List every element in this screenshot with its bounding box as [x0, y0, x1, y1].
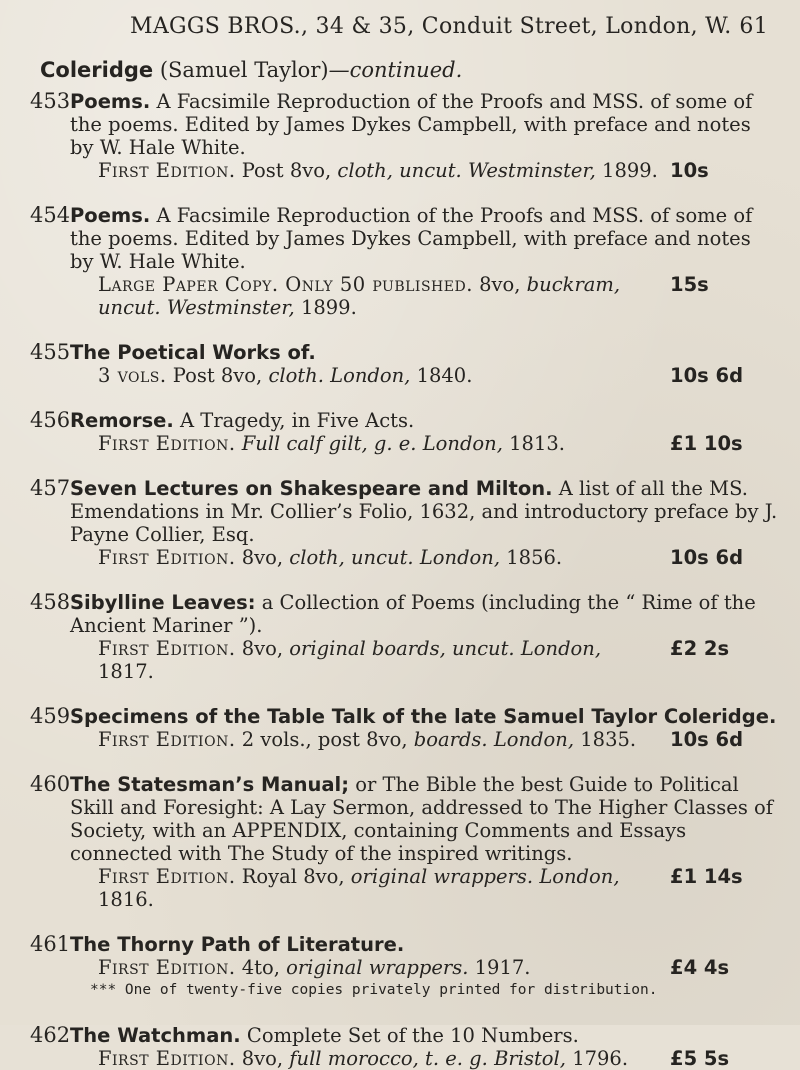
entry-imprint: [98, 159, 670, 182]
entry-price: 10s 6d: [670, 364, 744, 387]
continued-label: —continued.: [328, 58, 463, 82]
entry-imprint: [98, 364, 670, 387]
entry-number: 457: [30, 476, 71, 500]
binding: full morocco, t. e. g.: [289, 1047, 488, 1070]
entry-price: £1 14s: [670, 865, 743, 888]
entry-description: Complete Set of the 10 Numbers.: [246, 1024, 579, 1047]
year: 1899.: [300, 296, 357, 319]
entry-details: [70, 865, 780, 911]
entry-heading: [70, 341, 780, 364]
binding: buckram, uncut.: [98, 273, 621, 319]
entry-number: 458: [30, 590, 71, 614]
entry-price: £4 4s: [670, 956, 730, 979]
catalogue-entry: [12, 773, 780, 911]
place: London,: [520, 637, 602, 660]
catalogue-entry: [12, 705, 780, 751]
catalogue-entry: [12, 409, 780, 455]
catalogue-entry: [12, 933, 780, 1002]
entry-title: The Watchman.: [70, 1024, 241, 1047]
edition-statement: Large Paper Copy. Only 50 published.: [98, 273, 473, 296]
binding: cloth.: [268, 364, 324, 387]
catalogue-entry: [12, 341, 780, 387]
format: Post 8vo,: [172, 364, 263, 387]
edition-statement: 3 vols.: [98, 364, 167, 387]
entry-heading: [70, 477, 780, 546]
catalogue-entry: [12, 204, 780, 319]
place: London,: [330, 364, 411, 387]
entry-description: A Tragedy, in Five Acts.: [180, 409, 415, 432]
entry-heading: [70, 409, 780, 432]
binding: cloth, uncut.: [337, 159, 462, 182]
entry-price: 15s: [670, 273, 709, 296]
author-name-rest: (Samuel Taylor): [159, 58, 329, 82]
entry-imprint: [98, 865, 670, 911]
edition-statement: First Edition.: [98, 1047, 236, 1070]
format: 2 vols., post 8vo,: [241, 728, 408, 751]
entry-description: a Collection of Poems (including the “ Rime of the Ancient Mariner ”).: [70, 591, 756, 637]
entry-heading: [70, 705, 780, 728]
entry-details: [70, 546, 780, 569]
entry-description: or The Bible the best Guide to Political Skill and Foresight: A Lay Sermon, addressed to The Higher Classes of Society, with an APPENDIX, containing Comments and Essays connected with The Study of the inspired writings.: [70, 773, 773, 865]
entry-note: *** One of twenty-five copies privately printed for distribution.: [90, 982, 658, 998]
entry-number: 453: [30, 89, 71, 113]
entry-imprint: [98, 956, 670, 979]
year: 1817.: [98, 660, 154, 683]
entry-title: Sibylline Leaves:: [70, 591, 256, 614]
entry-title: Specimens of the Table Talk of the late Samuel Taylor Coleridge.: [70, 705, 777, 728]
edition-statement: First Edition.: [98, 728, 236, 751]
entry-title: Poems.: [70, 90, 151, 113]
entry-details: [70, 1047, 780, 1070]
year: 1835.: [580, 728, 637, 751]
entry-description: A Facsimile Reproduction of the Proofs and MSS. of some of the poems. Edited by James Dykes Campbell, with preface and notes by W. Hale White.: [70, 90, 753, 159]
edition-statement: First Edition.: [98, 546, 236, 569]
edition-statement: First Edition.: [98, 159, 236, 182]
place: London,: [493, 728, 575, 751]
entry-imprint: [98, 1047, 670, 1070]
format: 8vo,: [241, 637, 284, 660]
entry-details: [70, 956, 780, 979]
binding: cloth, uncut.: [289, 546, 414, 569]
page-header: [12, 14, 780, 48]
place: London,: [539, 865, 620, 888]
format: 8vo,: [241, 546, 284, 569]
binding: original wrappers.: [286, 956, 469, 979]
binding: original wrappers.: [350, 865, 534, 888]
entry-number: 461: [30, 932, 71, 956]
place: Bristol,: [494, 1047, 566, 1070]
format: 8vo,: [479, 273, 521, 296]
entry-imprint: [98, 637, 670, 683]
entry-heading: [70, 204, 780, 273]
entry-details: [70, 159, 780, 182]
entry-number: 459: [30, 704, 71, 728]
format: Royal 8vo,: [241, 865, 345, 888]
entry-details: [70, 432, 780, 455]
year: 1856.: [506, 546, 563, 569]
entry-title: Seven Lectures on Shakespeare and Milton.: [70, 477, 553, 500]
entry-price: 10s 6d: [670, 546, 744, 569]
entry-price: £2 2s: [670, 637, 730, 660]
entry-title: The Thorny Path of Literature.: [70, 933, 405, 956]
entry-description: A Facsimile Reproduction of the Proofs and MSS. of some of the poems. Edited by James Dykes Campbell, with preface and notes by W. Hale White.: [70, 204, 753, 273]
year: 1917.: [474, 956, 531, 979]
year: 1840.: [416, 364, 473, 387]
entry-heading: [70, 591, 780, 637]
entry-title: The Statesman’s Manual;: [70, 773, 350, 796]
catalogue-entry: [12, 477, 780, 569]
catalogue-entry: [12, 591, 780, 683]
entry-imprint: [98, 273, 670, 319]
section-heading: [40, 58, 780, 82]
entry-number: 456: [30, 408, 71, 432]
place: Westminster,: [166, 296, 295, 319]
entry-imprint: [98, 728, 670, 751]
year: 1816.: [98, 888, 154, 911]
entry-title: The Poetical Works of.: [70, 341, 316, 364]
catalogue-entry: [12, 90, 780, 182]
format: Post 8vo,: [241, 159, 332, 182]
year: 1796.: [572, 1047, 629, 1070]
entry-imprint: [98, 432, 670, 455]
entry-imprint: [98, 546, 670, 569]
entry-heading: [70, 773, 780, 865]
entry-price: £1 10s: [670, 432, 743, 455]
entry-details: [70, 728, 780, 751]
entry-heading: [70, 1024, 780, 1047]
place: London,: [422, 432, 503, 455]
year: 1813.: [509, 432, 565, 455]
entry-number: 454: [30, 203, 71, 227]
header-text: MAGGS BROS., 34 & 35, Conduit Street, London, W.: [130, 14, 732, 39]
entry-number: 455: [30, 340, 71, 364]
edition-statement: First Edition.: [98, 637, 236, 660]
entry-heading: [70, 933, 780, 956]
year: 1899.: [602, 159, 658, 182]
entry-price: 10s 6d: [670, 728, 744, 751]
edition-statement: First Edition.: [98, 956, 236, 979]
edition-statement: First Edition.: [98, 432, 236, 455]
format: 4to,: [241, 956, 280, 979]
entry-title: Poems.: [70, 204, 151, 227]
entry-details: [70, 273, 780, 319]
entry-list: [12, 90, 780, 1070]
place: Westminster,: [467, 159, 596, 182]
place: London,: [419, 546, 501, 569]
entry-price: £5 5s: [670, 1047, 730, 1070]
entry-number: 462: [30, 1023, 71, 1047]
entry-details: [70, 637, 780, 683]
page-number: 61: [739, 14, 768, 39]
entry-title: Remorse.: [70, 409, 174, 432]
catalogue-entry: [12, 1024, 780, 1070]
entry-number: 460: [30, 772, 71, 796]
author-name: Coleridge: [40, 58, 154, 82]
entry-description: A list of all the MS. Emendations in Mr. Collier’s Folio, 1632, and introductory preface by J. Payne Collier, Esq.: [70, 477, 778, 546]
binding: original boards, uncut.: [289, 637, 515, 660]
entry-heading: [70, 90, 780, 159]
binding: boards.: [413, 728, 488, 751]
edition-statement: First Edition.: [98, 865, 236, 888]
entry-price: 10s: [670, 159, 709, 182]
format: 8vo,: [241, 1047, 284, 1070]
entry-details: [70, 364, 780, 387]
binding: Full calf gilt, g. e.: [241, 432, 417, 455]
